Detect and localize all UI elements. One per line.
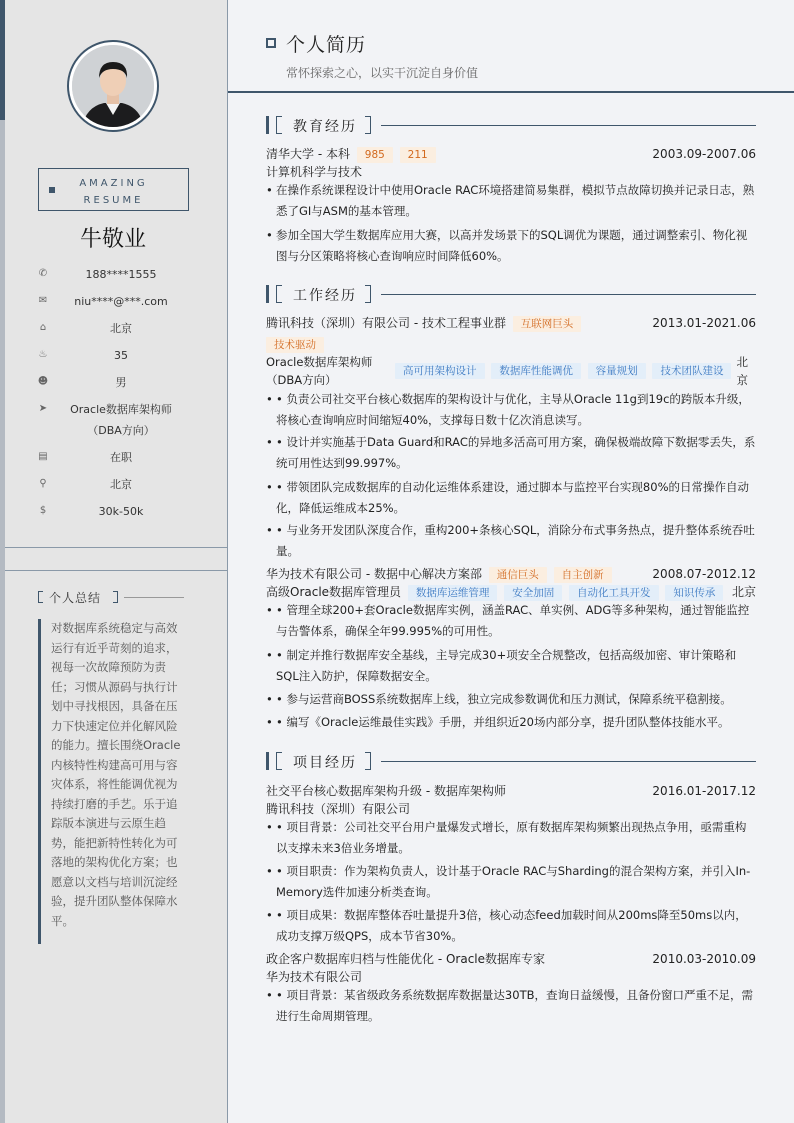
job-1-company: 腾讯科技（深圳）有限公司 - 技术工程事业群 <box>266 316 506 330</box>
job-1-skills <box>392 361 731 379</box>
info-position <box>37 399 197 441</box>
gender-icon: ☻ <box>37 376 49 387</box>
bracket-left-icon <box>38 591 43 603</box>
bracket-right-icon <box>113 591 118 603</box>
job-2-bullet-1: • • 管理全球200+套Oracle数据库实例，涵盖RAC、单实例、ADG等多种架构，通过智能监控与告警体系，确保全年99.995%的可用性。 <box>266 603 750 638</box>
cake-icon: ♨ <box>38 349 48 360</box>
skill-tag: 数据库运维管理 <box>408 585 498 601</box>
job-1-bullet-4: • • 与业务开发团队深度合作，重构200+条核心SQL，消除分布式事务热点，提升整体系统吞吐量。 <box>266 523 755 558</box>
info-email-text: niu****@***.com <box>74 295 168 308</box>
skill-tag: 技术团队建设 <box>652 363 731 379</box>
info-salary-text: 30k-50k <box>98 505 144 518</box>
skill-tag: 高可用架构设计 <box>395 363 485 379</box>
project-2-name: 政企客户数据库归档与性能优化 - Oracle数据库专家 <box>266 952 546 966</box>
job-1-tag-row <box>266 335 756 353</box>
job-2-role-row <box>266 583 756 601</box>
info-position-text: Oracle数据库架构师（DBA方向） <box>70 403 172 437</box>
badge-line-1: AMAZING <box>79 178 148 189</box>
job-2-tag: 自主创新 <box>554 567 612 583</box>
info-gender-text: 男 <box>115 376 127 389</box>
info-phone-text: 188****1555 <box>85 268 157 281</box>
section-line <box>381 761 756 762</box>
project-1-org: 腾讯科技（深圳）有限公司 <box>266 802 411 816</box>
project-2-bullet-1: • • 项目背景：某省级政务系统数据库数据量达30TB，查询日益缓慢，且备份窗口严重不足，需进行生命周期管理。 <box>266 988 753 1023</box>
sidebar-divider-1 <box>5 547 227 548</box>
project-2-org: 华为技术有限公司 <box>266 970 363 984</box>
section-work-title: 工作经历 <box>293 288 357 304</box>
education-school: 清华大学 - 本科 <box>266 147 350 161</box>
info-home-text: 北京 <box>110 322 132 335</box>
salary-icon: $ <box>39 505 47 516</box>
job-1-bullet-1: • • 负责公司社交平台核心数据库的架构设计与优化，主导从Oracle 11g到19c的跨版本升级，将核心查询响应时间缩短40%，支撑每日数十亿次消息读写。 <box>266 392 750 427</box>
bracket-right-icon <box>365 752 371 770</box>
location-icon: ⚲ <box>39 478 47 489</box>
send-icon: ➤ <box>38 403 48 414</box>
main-content <box>228 0 794 1123</box>
skill-tag: 数据库性能调优 <box>491 363 581 379</box>
section-line <box>381 294 756 295</box>
info-location <box>37 474 197 495</box>
job-2-tag: 通信巨头 <box>489 567 547 583</box>
education-row <box>266 145 756 163</box>
job-1-bullet-3: • • 带领团队完成数据库的自动化运维体系建设，通过脚本与监控平台实现80%的日常操作自动化，降低运维成本25%。 <box>266 480 749 515</box>
badge-line-2: RESUME <box>83 195 144 206</box>
section-bar <box>266 116 269 134</box>
job-1-city: 北 京 <box>736 355 748 387</box>
skill-tag: 容量规划 <box>588 363 646 379</box>
section-projects-heading <box>266 752 756 770</box>
candidate-name: 牛敬业 <box>79 227 146 252</box>
job-2-bullet-2: • • 制定并推行数据库安全基线，主导完成30+项安全合规整改，包括高级加密、审计策略和SQL注入防护，保障数据安全。 <box>266 648 737 683</box>
job-1-date: 2013.01-2021.06 <box>652 316 756 330</box>
section-bar <box>266 285 269 303</box>
job-1-tag: 技术驱动 <box>266 337 324 353</box>
project-1-bullet-3: • • 项目成果：数据库整体吞吐量提升3倍，核心动态feed加载时间从200ms降至50ms以内，成功支撑万级QPS，成本节省30%。 <box>266 908 747 943</box>
job-2-role: 高级Oracle数据库管理员 <box>266 585 402 599</box>
section-line <box>381 125 756 126</box>
summary-heading <box>38 589 198 605</box>
summary-title: 个人总结 <box>49 591 102 605</box>
sidebar <box>5 0 228 1123</box>
info-salary <box>37 501 197 522</box>
info-status <box>37 447 197 468</box>
section-education-title: 教育经历 <box>293 119 357 135</box>
bracket-left-icon <box>276 752 282 770</box>
tag-211: 211 <box>400 147 436 163</box>
bracket-right-icon <box>365 285 371 303</box>
summary-text: 对数据库系统稳定与高效运行有近乎苛刻的追求，视每一次故障预防为责任；习惯从源码与执行计划中寻找根因，具备在压力下快速定位并化解风险的能力。擅长围绕Oracle内核特性构建高可用与容灾体系，将性能调优视为持续打磨的手艺。乐于追踪版本演进与云原生趋势，能把新特性转化为可落地的架构优化方案；也愿意以文档与培训沉淀经验，提升团队整体保障水平。 <box>38 619 186 944</box>
summary-heading-line <box>124 597 184 598</box>
job-1-row <box>266 314 756 332</box>
project-1-row <box>266 782 756 800</box>
bracket-left-icon <box>276 285 282 303</box>
info-email <box>37 291 197 312</box>
page-title: 个人简历 <box>286 34 367 56</box>
home-icon: ⌂ <box>39 322 47 333</box>
project-2-date: 2010.03-2010.09 <box>652 952 756 966</box>
job-1-role-row <box>266 353 756 389</box>
job-2-bullet-4: • • 编写《Oracle运维最佳实践》手册，并组织近20场内部分享，提升团队整体技能水平。 <box>266 715 730 729</box>
title-square-icon <box>266 38 276 48</box>
job-1-tag: 互联网巨头 <box>513 316 582 332</box>
amazing-resume-badge <box>38 168 189 211</box>
info-age-text: 35 <box>114 349 128 362</box>
avatar <box>67 40 159 132</box>
tag-985: 985 <box>357 147 393 163</box>
info-home <box>37 318 197 339</box>
job-2-row <box>266 565 756 583</box>
section-work-heading <box>266 285 756 303</box>
education-date: 2003.09-2007.06 <box>652 147 756 161</box>
section-education-heading <box>266 116 756 134</box>
bracket-right-icon <box>365 116 371 134</box>
phone-icon: ✆ <box>38 268 48 279</box>
job-2-company: 华为技术有限公司 - 数据中心解决方案部 <box>266 567 482 581</box>
section-bar <box>266 752 269 770</box>
info-gender <box>37 372 197 393</box>
job-1-bullet-2: • • 设计并实施基于Data Guard和RAC的异地多活高可用方案，确保极端故障下数据零丢失，系统可用性达到99.997%。 <box>266 435 756 470</box>
project-1-date: 2016.01-2017.12 <box>652 784 756 798</box>
project-1-bullet-1: • • 项目背景：公司社交平台用户量爆发式增长，原有数据库架构频繁出现热点争用，亟需重构以支撑未来3倍业务增量。 <box>266 820 747 855</box>
skill-tag: 自动化工具开发 <box>569 585 659 601</box>
header-divider <box>228 91 794 93</box>
bracket-left-icon <box>276 116 282 134</box>
info-age <box>37 345 197 366</box>
job-2-date: 2008.07-2012.12 <box>652 567 756 581</box>
job-1-role: Oracle数据库架构师 （DBA方向） <box>266 355 373 387</box>
briefcase-icon: ▤ <box>38 451 48 462</box>
info-phone <box>37 264 197 285</box>
skill-tag: 安全加固 <box>504 585 562 601</box>
badge-square-icon <box>49 187 55 193</box>
sidebar-divider-2 <box>5 570 227 571</box>
education-bullet-1: • 在操作系统课程设计中使用Oracle RAC环境搭建简易集群，模拟节点故障切换并记录日志，熟悉了GI与ASM的基本管理。 <box>266 183 755 218</box>
job-2-city: 北京 <box>731 585 756 599</box>
education-major: 计算机科学与技术 <box>266 165 363 179</box>
project-1-bullet-2: • • 项目职责：作为架构负责人，设计基于Oracle RAC与Sharding的混合架构方案，并引入In-Memory选件加速分析类查询。 <box>266 864 751 899</box>
project-2-row <box>266 950 756 968</box>
section-projects-title: 项目经历 <box>293 755 357 771</box>
avatar-photo <box>72 45 154 127</box>
project-1-name: 社交平台核心数据库架构升级 - 数据库架构师 <box>266 784 506 798</box>
education-bullet-2: • 参加全国大学生数据库应用大赛，以高并发场景下的SQL调优为课题，通过调整索引、物化视图与分区策略将核心查询响应时间降低60%。 <box>266 228 748 263</box>
info-location-text: 北京 <box>110 478 132 491</box>
info-status-text: 在职 <box>110 451 132 464</box>
job-2-bullet-3: • • 参与运营商BOSS系统数据库上线，独立完成参数调优和压力测试，保障系统平稳割接。 <box>266 692 732 706</box>
skill-tag: 知识传承 <box>665 585 723 601</box>
slogan: 常怀探索之心，以实干沉淀自身价值 <box>286 66 479 80</box>
email-icon: ✉ <box>38 295 48 306</box>
